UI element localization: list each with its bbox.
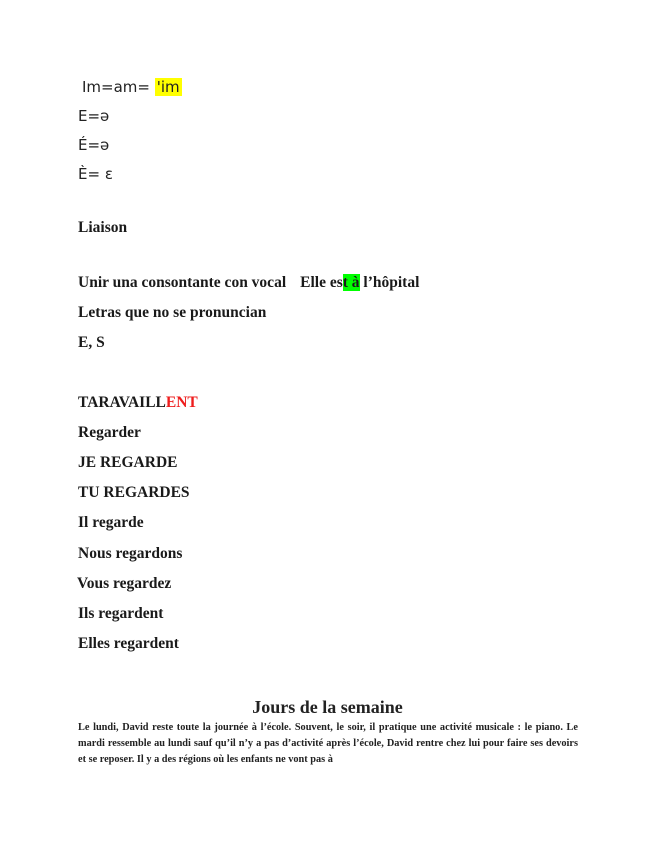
verb-ending-line <box>78 394 198 412</box>
phonetic-im-text: Im=am= <box>82 78 155 96</box>
liaison-example-before: Elle es <box>300 274 343 291</box>
silent-letters-label: Letras que no se pronuncian <box>78 304 267 321</box>
verb-ending: ENT <box>165 394 198 411</box>
silent-letters-list: E, S <box>78 334 105 351</box>
phonetic-e-line: E=ə <box>78 107 110 125</box>
verb-stem: TARAVAILL <box>78 394 166 411</box>
liaison-rule-line <box>78 274 419 292</box>
liaison-example-highlight: t à <box>342 274 360 291</box>
liaison-heading: Liaison <box>78 219 128 236</box>
phonetic-im-line <box>82 78 182 96</box>
liaison-rule-text: Unir una consontante con vocal <box>78 274 287 291</box>
phonetic-e-grave-line: È= ε <box>78 165 113 183</box>
phonetic-e-acute-line: É=ə <box>78 136 110 154</box>
days-title: Jours de la semaine <box>252 697 403 717</box>
verb-infinitive: Regarder <box>78 424 141 441</box>
conjugation-form: Nous regardons <box>78 545 183 562</box>
conjugation-form: Il regarde <box>78 514 144 531</box>
liaison-example-after: l’hôpital <box>359 274 420 291</box>
phonetic-im-highlight: 'im <box>156 78 180 96</box>
conjugation-form: TU REGARDES <box>78 484 190 501</box>
conjugation-form: Vous regardez <box>77 575 172 592</box>
conjugation-form: Ils regardent <box>78 605 164 622</box>
conjugation-form: Elles regardent <box>78 635 179 652</box>
days-paragraph: Le lundi, David reste toute la journée à l’école. Souvent, le soir, il pratique une activité musicale : le piano. Le mardi ressemble au lundi sauf qu’il n’y a pas d’activité après l’école, David rentre chez lui pour faire ses devoirs et se reposer. Il y a des régions où les enfants ne vont pas à <box>78 722 578 765</box>
conjugation-form: JE REGARDE <box>78 454 178 471</box>
